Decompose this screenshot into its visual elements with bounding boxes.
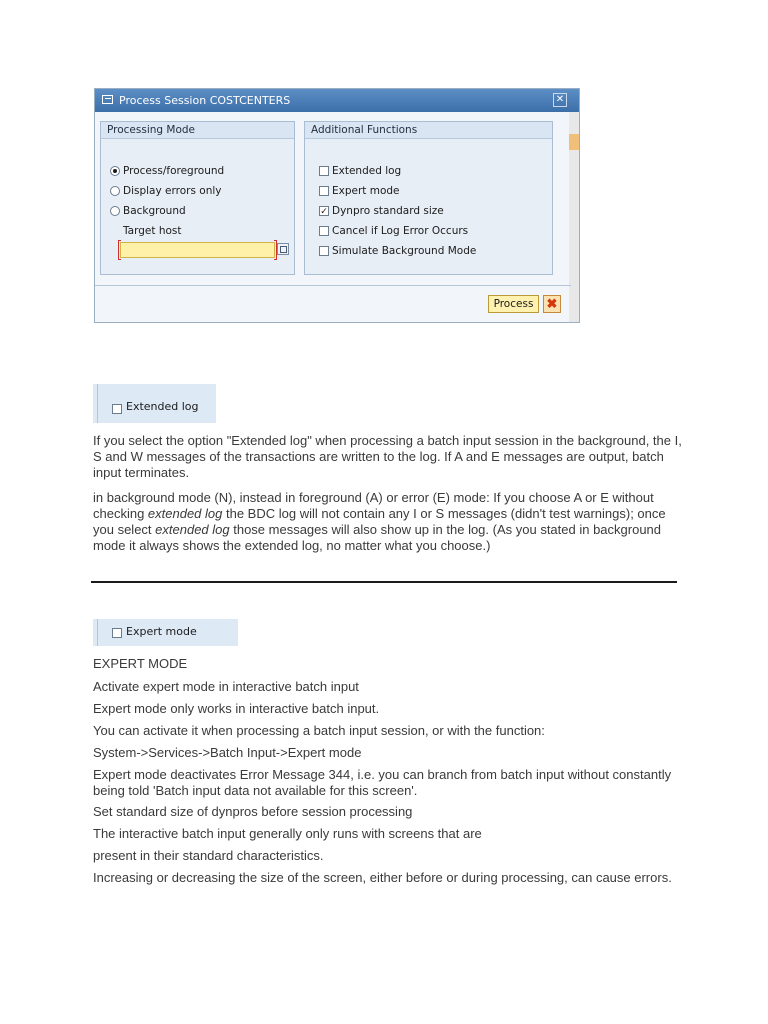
expert-line-7: The interactive batch input generally only runs with screens that are — [93, 826, 482, 841]
extended-log-note — [93, 490, 683, 554]
option-background-label: Background — [123, 205, 186, 217]
checkbox-simulate-background[interactable] — [319, 246, 329, 256]
snippet-checkbox-extended-log[interactable] — [112, 404, 122, 414]
note-emphasis-2: extended log — [155, 522, 230, 537]
cancel-icon[interactable]: ✖ — [543, 295, 561, 313]
dialog-title: Process Session COSTCENTERS — [119, 94, 291, 107]
option-process-foreground-label: Process/foreground — [123, 165, 225, 177]
additional-functions-header: Additional Functions — [305, 122, 552, 139]
expert-line-3: You can activate it when processing a batch input session, or with the function: — [93, 723, 545, 738]
section-divider — [91, 581, 677, 583]
note-part-1: in background mode (N), instead in foreground (A) or error (E) mode: If you choose A or E without checking — [93, 490, 654, 521]
note-part-3: those messages will also show up in the log. (As you stated in background mode it always shows the extended log, no matter what you choose.) — [93, 522, 662, 553]
processing-mode-header: Processing Mode — [101, 122, 294, 139]
expert-mode-label: Expert mode — [332, 185, 400, 197]
note-part-2: the BDC log will not contain any I or S messages (didn't test warnings); once you select — [93, 506, 666, 537]
expert-line-2: Expert mode only works in interactive batch input. — [93, 701, 380, 716]
snippet-checkbox-expert-mode[interactable] — [112, 628, 122, 638]
extended-log-label: Extended log — [332, 165, 402, 177]
expert-mode-heading: EXPERT MODE — [93, 656, 188, 671]
dialog-footer-separator — [95, 285, 571, 288]
expert-mode-snippet — [93, 619, 238, 646]
dialog-titlebar — [95, 89, 579, 112]
process-session-dialog — [94, 88, 580, 323]
expert-line-1: Activate expert mode in interactive batch input — [93, 679, 359, 694]
radio-background[interactable] — [110, 206, 120, 216]
background-highlight — [569, 134, 579, 150]
expert-line-6: Set standard size of dynpros before session processing — [93, 804, 413, 819]
expert-line-8: present in their standard characteristics. — [93, 848, 324, 863]
radio-display-errors-only[interactable] — [110, 186, 120, 196]
close-icon[interactable]: ✕ — [553, 93, 567, 107]
radio-process-foreground[interactable] — [110, 166, 120, 176]
checkbox-dynpro-standard-size[interactable]: ✓ — [320, 206, 328, 216]
option-display-errors-label: Display errors only — [123, 185, 222, 197]
snippet-border — [97, 384, 98, 423]
process-button[interactable]: Process — [488, 295, 539, 313]
dynpro-standard-size-label: Dynpro standard size — [332, 205, 444, 217]
target-host-input[interactable] — [120, 242, 275, 258]
note-emphasis-1: extended log — [147, 506, 223, 521]
snippet-extended-log-label: Extended log — [126, 400, 199, 413]
checkbox-expert-mode[interactable] — [319, 186, 329, 196]
background-window-strip — [569, 112, 579, 322]
window-icon — [102, 95, 113, 104]
checkbox-extended-log[interactable] — [319, 166, 329, 176]
extended-log-snippet — [93, 384, 216, 423]
cancel-if-log-error-label: Cancel if Log Error Occurs — [332, 225, 469, 237]
snippet-border — [97, 619, 98, 646]
simulate-background-label: Simulate Background Mode — [332, 245, 477, 257]
expert-line-4: System->Services->Batch Input->Expert mode — [93, 745, 362, 760]
expert-line-5: Expert mode deactivates Error Message 344, i.e. you can branch from batch input without constantly being told 'Batch input data not available for this screen'. — [93, 767, 672, 798]
snippet-expert-mode-label: Expert mode — [126, 625, 197, 638]
value-help-icon[interactable] — [277, 243, 289, 255]
checkbox-cancel-if-log-error[interactable] — [319, 226, 329, 236]
expert-line-9: Increasing or decreasing the size of the screen, either before or during processing, can cause errors. — [93, 870, 672, 885]
extended-log-description: If you select the option "Extended log" when processing a batch input session in the background, the I, S and W messages of the transactions are written to the log. If A and E messages are output, batch input terminates. — [93, 433, 682, 480]
target-host-label: Target host — [123, 225, 182, 237]
